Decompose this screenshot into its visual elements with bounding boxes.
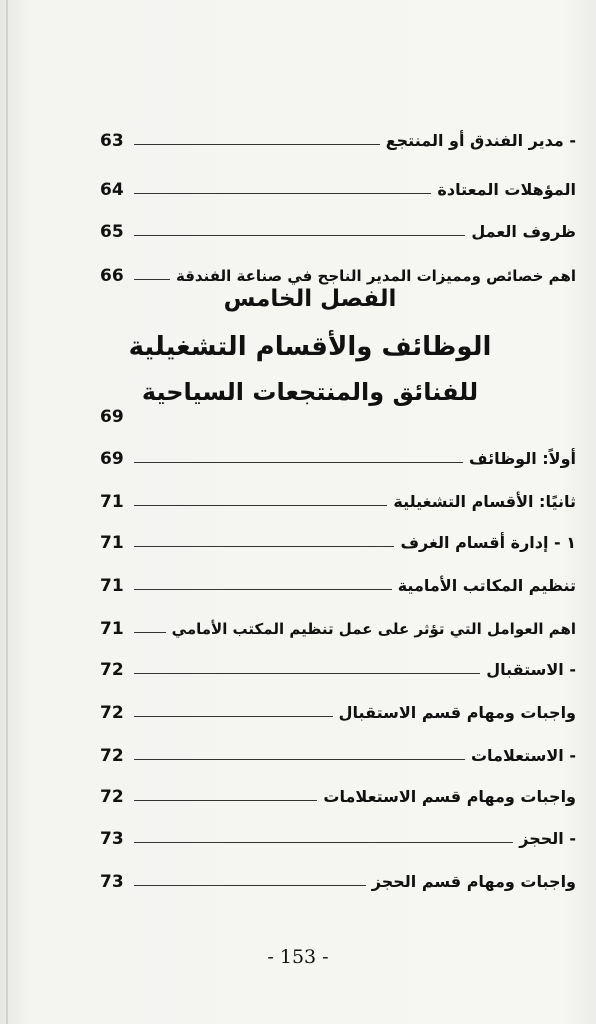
toc-entry — [100, 165, 576, 201]
toc-leader-line — [134, 672, 480, 674]
toc-leader-line — [134, 192, 431, 194]
toc-entry-title: ظروف العمل — [471, 222, 576, 241]
toc-page-number: 73 — [100, 829, 124, 849]
toc-entry — [100, 207, 576, 243]
chapter-heading: الفصل الخامس — [223, 286, 397, 312]
toc-entry — [100, 518, 576, 554]
toc-entry-title: المؤهلات المعتادة — [437, 180, 576, 199]
toc-leader-line — [134, 545, 394, 547]
toc-leader-line — [134, 841, 513, 843]
toc-leader-line — [134, 884, 366, 886]
toc-page-number: 66 — [100, 266, 124, 286]
toc-page-number: 71 — [100, 576, 124, 596]
chapter-title-line-2: للفنائق والمنتجعات السياحية — [141, 378, 479, 406]
toc-entry-title: واجبات ومهام قسم الاستقبال — [338, 703, 576, 722]
toc-page-number: 72 — [100, 787, 124, 807]
toc-page-number: 69 — [100, 449, 124, 469]
toc-leader-line — [134, 799, 317, 801]
toc-entry — [100, 434, 576, 470]
page-number: - 153 - — [267, 946, 329, 968]
toc-entry-title: - الاستعلامات — [470, 746, 576, 765]
toc-page-number: 63 — [100, 131, 124, 151]
toc-leader-line — [134, 461, 463, 463]
toc-entry — [100, 645, 576, 681]
toc-page-number: 64 — [100, 180, 124, 200]
toc-leader-line — [134, 234, 465, 236]
toc-page-number: 71 — [100, 492, 124, 512]
toc-leader-line — [134, 588, 392, 590]
toc-entry-title: تنظيم المكاتب الأمامية — [397, 576, 576, 595]
toc-leader-line — [134, 631, 166, 633]
toc-entry-title: ١ - إدارة أقسام الغرف — [400, 533, 576, 552]
toc-entry — [100, 392, 140, 428]
toc-page-number: 69 — [100, 407, 124, 427]
toc-page-number: 72 — [100, 660, 124, 680]
toc-page-number: 71 — [100, 533, 124, 553]
toc-entry — [100, 814, 576, 850]
toc-entry-title: واجبات ومهام قسم الاستعلامات — [323, 787, 576, 806]
toc-entry-title: واجبات ومهام قسم الحجز — [371, 872, 576, 891]
toc-leader-line — [134, 504, 387, 506]
toc-page-number: 65 — [100, 222, 124, 242]
toc-leader-line — [134, 278, 170, 280]
toc-leader-line — [134, 143, 380, 145]
toc-entry — [100, 731, 576, 767]
chapter-title-line-1: الوظائف والأقسام التشغيلية — [128, 332, 492, 362]
toc-page-number: 73 — [100, 872, 124, 892]
toc-entry-title: اهم العوامل التي تؤثر على عمل تنظيم المكتب الأمامي — [171, 620, 576, 638]
toc-entry — [100, 251, 576, 287]
toc-entry-title: أولاً: الوظائف — [469, 449, 576, 468]
toc-entry-title: اهم خصائص ومميزات المدير الناجح في صناعة الفندقة — [176, 267, 576, 285]
toc-entry-title: - الحجز — [519, 829, 576, 848]
toc-entry — [100, 688, 576, 724]
toc-entry — [100, 857, 576, 893]
toc-page-number: 72 — [100, 746, 124, 766]
toc-leader-line — [134, 758, 465, 760]
toc-entry — [100, 561, 576, 597]
toc-leader-line — [134, 715, 333, 717]
toc-entry — [100, 772, 576, 808]
page-edge — [6, 0, 8, 1024]
toc-entry — [100, 477, 576, 513]
toc-entry — [100, 604, 576, 640]
toc-page-number: 72 — [100, 703, 124, 723]
toc-entry — [100, 116, 576, 152]
toc-entry-title: - مدير الفندق أو المنتجع — [385, 131, 576, 150]
toc-entry-title: ثانيًا: الأقسام التشغيلية — [393, 492, 576, 511]
toc-entry-title: - الاستقبال — [486, 660, 576, 679]
toc-page-number: 71 — [100, 619, 124, 639]
